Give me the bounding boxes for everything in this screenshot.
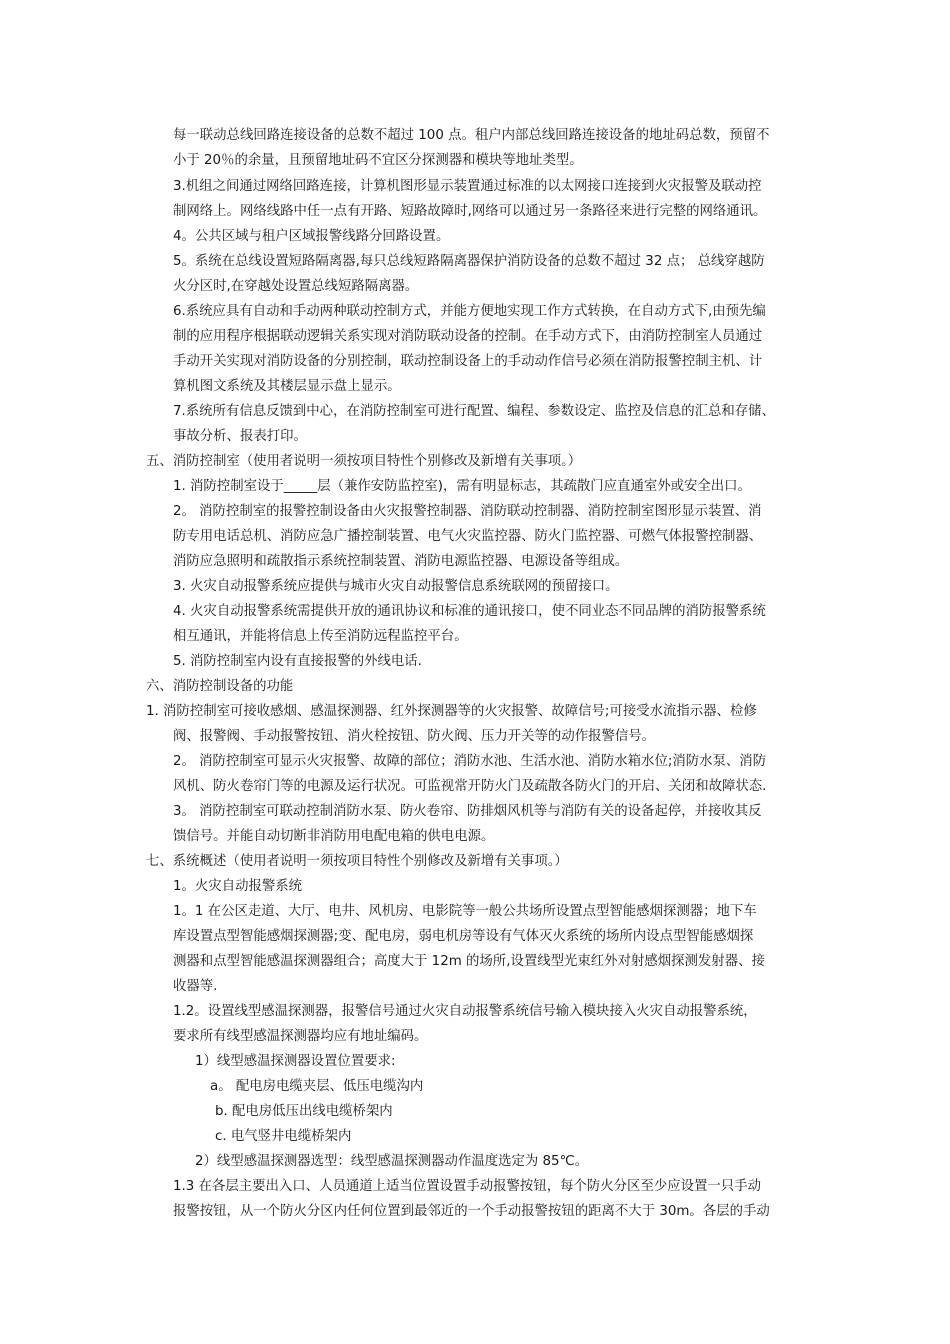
text-line: 1）线型感温探测器设置位置要求:: [195, 1054, 396, 1069]
section-heading: 五、消防控制室（使用者说明一须按项目特性个别修改及新增有关事项。）: [146, 454, 582, 469]
text-line: 馈信号。并能自动切断非消防用电配电箱的供电电源。: [173, 829, 495, 844]
text-line: b. 配电房低压出线电缆桥架内: [215, 1104, 393, 1119]
text-line: 1. 消防控制室设于_____层（兼作安防监控室)，需有明显标志，其疏散门应直通室外或安全出口。: [173, 479, 751, 494]
text-line: 5. 消防控制室内设有直接报警的外线电话.: [173, 654, 422, 669]
text-line: 1. 消防控制室可接收感烟、感温探测器、红外探测器等的火灾报警、故障信号;可接受水流指示器、检修: [146, 704, 757, 719]
text-line: a。 配电房电缆夹层、低压电缆沟内: [210, 1079, 424, 1094]
text-line: 3。 消防控制室可联动控制消防水泵、防火卷帘、防排烟风机等与消防有关的设备起停，并接收其反: [173, 804, 762, 819]
text-line: 6.系统应具有自动和手动两种联动控制方式，并能方便地实现工作方式转换，在自动方式下,由预先编: [173, 304, 766, 319]
text-line: 库设置点型智能感烟探测器;变、配电房，弱电机房等设有气体灭火系统的场所内设点型智能感烟探: [173, 929, 754, 944]
text-line: c. 电气竖井电缆桥架内: [215, 1129, 352, 1144]
text-line: 相互通讯，并能将信息上传至消防远程监控平台。: [173, 629, 468, 644]
text-line: 消防应急照明和疏散指示系统控制装置、消防电源监控器、电源设备等组成。: [173, 554, 629, 569]
text-line: 要求所有线型感温探测器均应有地址编码。: [173, 1029, 428, 1044]
text-line: 制的应用程序根据联动逻辑关系实现对消防联动设备的控制。在手动方式下，由消防控制室人员通过: [173, 329, 763, 344]
text-line: 风机、防火卷帘门等的电源及运行状况。可监视常开防火门及疏散各防火门的开启、关闭和故障状态.: [173, 779, 767, 794]
text-line: 制网络上。网络线路中任一点有开路、短路故障时,网络可以通过另一条路径来进行完整的网络通讯。: [173, 204, 767, 219]
text-line: 3. 火灾自动报警系统应提供与城市火灾自动报警信息系统联网的预留接口。: [173, 579, 619, 594]
text-line: 1.3 在各层主要出入口、人员通道上适当位置设置手动报警按钮，每个防火分区至少应设置一只手动: [173, 1179, 761, 1194]
text-line: 阀、报警阀、手动报警按钮、消火栓按钮、防火阀、压力开关等的动作报警信号。: [173, 729, 656, 744]
text-line: 5。系统在总线设置短路隔离器,每只总线短路隔离器保护消防设备的总数不超过 32 点； 总线穿越防: [173, 254, 765, 269]
text-line: 收器等.: [173, 979, 218, 994]
text-line: 4。公共区域与租户区域报警线路分回路设置。: [173, 229, 450, 244]
text-line: 2。 消防控制室的报警控制设备由火灾报警控制器、消防联动控制器、消防控制室图形显示装置、消: [173, 504, 762, 519]
text-line: 手动开关实现对消防设备的分别控制，联动控制设备上的手动动作信号必须在消防报警控制主机、计: [173, 354, 763, 369]
text-line: 报警按钮，从一个防火分区内任何位置到最邻近的一个手动报警按钮的距离不大于 30m。各层的手动: [173, 1204, 770, 1219]
text-line: 每一联动总线回路连接设备的总数不超过 100 点。租户内部总线回路连接设备的地址码总数，预留不: [173, 128, 770, 143]
text-line: 事故分析、报表打印。: [173, 429, 307, 444]
text-line: 1.2。设置线型感温探测器，报警信号通过火灾自动报警系统信号输入模块接入火灾自动报警系统，: [173, 1004, 757, 1019]
text-line: 算机图文系统及其楼层显示盘上显示。: [173, 379, 401, 394]
text-line: 7.系统所有信息反馈到中心，在消防控制室可进行配置、编程、参数设定、监控及信息的汇总和存储、: [173, 404, 775, 419]
text-line: 2）线型感温探测器选型：线型感温探测器动作温度选定为 85℃。: [195, 1154, 589, 1169]
text-line: 小于 20％的余量，且预留地址码不宜区分探测器和模块等地址类型。: [173, 153, 583, 168]
text-line: 防专用电话总机、消防应急广播控制装置、电气火灾监控器、防火门监控器、可燃气体报警控制器、: [173, 529, 763, 544]
section-heading: 六、消防控制设备的功能: [146, 679, 294, 694]
text-line: 火分区时,在穿越处设置总线短路隔离器。: [173, 279, 419, 294]
text-line: 1。火灾自动报警系统: [173, 879, 303, 894]
text-line: 测器和点型智能感温探测器组合；高度大于 12m 的场所,设置线型光束红外对射感烟探测发射器、接: [173, 954, 765, 969]
text-line: 3.机组之间通过网络回路连接，计算机图形显示装置通过标准的以太网接口连接到火灾报警及联动控: [173, 179, 762, 194]
text-line: 4. 火灾自动报警系统需提供开放的通讯协议和标准的通讯接口，使不同业态不同品牌的消防报警系统: [173, 604, 766, 619]
text-line: 1。1 在公区走道、大厅、电井、风机房、电影院等一般公共场所设置点型智能感烟探测器；地下车: [173, 904, 757, 919]
text-line: 2。 消防控制室可显示火灾报警、故障的部位；消防水池、生活水池、消防水箱水位;消防水泵、消防: [173, 754, 767, 769]
section-heading: 七、系统概述（使用者说明一须按项目特性个别修改及新增有关事项。）: [146, 854, 568, 869]
